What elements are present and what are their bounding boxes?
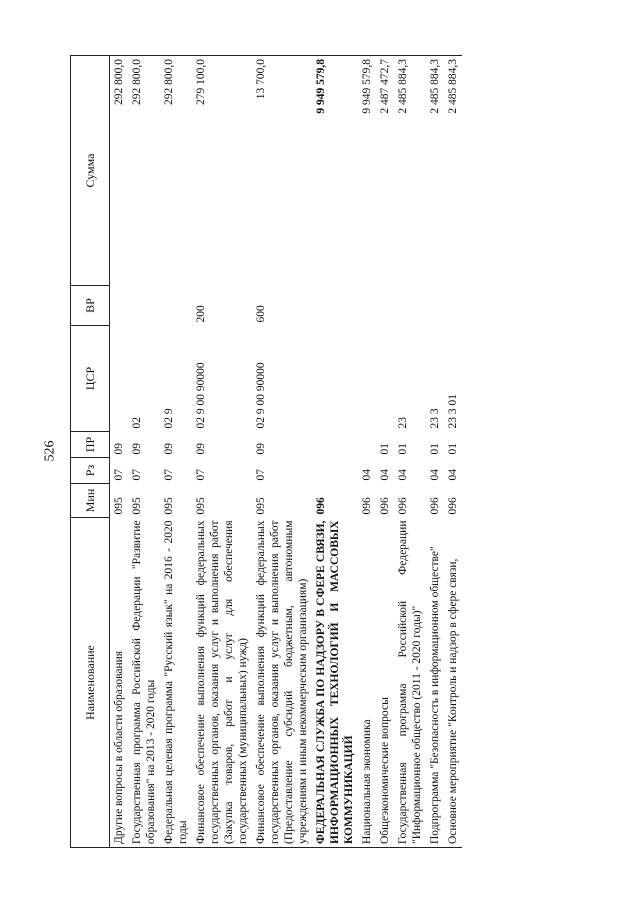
cell-vr [312,286,358,326]
cell-pr [312,432,358,458]
header-min: Мин [71,484,110,518]
cell-pr: 09 [195,443,207,455]
cell-pr: 01 [429,443,441,455]
cell-rz: 07 [163,469,175,481]
cell-csr: 02 9 00 90000 [195,362,207,429]
cell-pr [358,432,376,458]
cell-vr [444,286,462,326]
cell-csr: 23 3 01 [447,394,459,429]
cell-sum: 2 485 884,3 [394,56,426,286]
cell-rz: 07 [255,469,267,481]
header-name: Наименование [71,518,110,848]
cell-name: Другие вопросы в области образования [110,518,129,848]
cell-sum: 2 487 472,7 [376,56,394,286]
cell-csr: 02 9 00 90000 [255,362,267,429]
cell-name: Национальная экономика [358,518,376,848]
table-header [71,56,110,848]
cell-min: 096 [429,497,441,515]
cell-csr: 02 9 [163,408,175,429]
cell-csr [312,326,358,432]
cell-name: Общеэкономические вопросы [376,518,394,848]
cell-vr: 600 [255,305,267,323]
cell-rz: 07 [131,469,143,481]
cell-pr: 01 [397,443,409,455]
cell-csr [358,326,376,432]
budget-table [70,55,462,848]
cell-vr [110,286,129,326]
cell-min: 096 [379,497,391,515]
table-row [160,56,192,848]
cell-min: 096 [361,497,373,515]
cell-rz: 04 [361,469,373,481]
table-row [128,56,160,848]
cell-rz: 04 [397,469,409,481]
table-row [252,56,312,848]
cell-name: Государственная программа Российской Федерации "Информационное общество (2011 - 2020 годы)" [394,518,426,848]
cell-vr [376,286,394,326]
cell-vr [160,286,192,326]
cell-min: 096 [315,497,327,515]
cell-pr: 09 [255,443,267,455]
rotated-page [70,56,590,848]
cell-pr: 01 [447,443,459,455]
cell-sum: 9 949 579,8 [312,56,358,286]
table-row [376,56,394,848]
cell-sum: 2 485 884,3 [444,56,462,286]
cell-sum: 292 800,0 [110,56,129,286]
cell-name: Финансовое обеспечение выполнения функций федеральных государственных органов, оказания услуг и выполнения работ (Предоставление субсидий бюджетным, автономным учреждениям и иным некоммерческим организациям) [252,518,312,848]
cell-min: 095 [163,497,175,515]
cell-pr: 09 [131,443,143,455]
cell-sum: 13 700,0 [252,56,312,286]
cell-name: Основное мероприятие "Контроль и надзор в сфере связи, [444,518,462,848]
cell-csr: 23 3 [429,408,441,429]
header-vr: ВР [71,286,110,326]
cell-vr [128,286,160,326]
cell-rz: 04 [429,469,441,481]
cell-pr: 09 [163,443,175,455]
table-row [444,56,462,848]
cell-pr: 09 [113,443,125,455]
cell-vr [426,286,444,326]
cell-name: Финансовое обеспечение выполнения функций федеральных государственных органов, оказания услуг и выполнения работ (Закупка товаров, работ и услуг для обеспечения государственных (муниципальных) нужд) [192,518,252,848]
cell-sum: 9 949 579,8 [358,56,376,286]
cell-vr [358,286,376,326]
cell-csr: 02 [131,417,143,429]
cell-sum: 2 485 884,3 [426,56,444,286]
header-rz: Рз [71,458,110,484]
header-sum: Сумма [71,56,110,286]
page-number: 526 [42,440,58,462]
header-pr: ПР [71,432,110,458]
cell-rz: 04 [379,469,391,481]
cell-csr: 23 [397,417,409,429]
table-row [394,56,426,848]
cell-sum: 292 800,0 [160,56,192,286]
table-row [358,56,376,848]
header-csr: ЦСР [71,326,110,432]
cell-min: 095 [131,497,143,515]
cell-vr [394,286,426,326]
cell-min: 095 [195,497,207,515]
table-row [110,56,129,848]
cell-rz: 04 [447,469,459,481]
cell-name: Государственная программа Российской Федерации "Развитие образования" на 2013 - 2020 годы [128,518,160,848]
cell-min: 096 [447,497,459,515]
cell-sum: 279 100,0 [192,56,252,286]
cell-vr: 200 [195,305,207,323]
table-row [312,56,358,848]
cell-rz [312,458,358,484]
cell-csr [110,326,129,432]
cell-min: 096 [397,497,409,515]
cell-min: 095 [113,497,125,515]
cell-name: ФЕДЕРАЛЬНАЯ СЛУЖБА ПО НАДЗОРУ В СФЕРЕ СВЯЗИ, ИНФОРМАЦИОННЫХ ТЕХНОЛОГИЙ И МАССОВЫХ КОММУНИКАЦИЙ [312,518,358,848]
cell-csr [376,326,394,432]
cell-rz: 07 [195,469,207,481]
cell-rz: 07 [113,469,125,481]
cell-min: 095 [255,497,267,515]
table-row [426,56,444,848]
table-row [192,56,252,848]
table-body [110,56,463,848]
cell-pr: 01 [379,443,391,455]
cell-name: Федеральная целевая программа "Русский язык" на 2016 - 2020 годы [160,518,192,848]
cell-sum: 292 800,0 [128,56,160,286]
cell-name: Подпрограмма "Безопасность в информационном обществе" [426,518,444,848]
